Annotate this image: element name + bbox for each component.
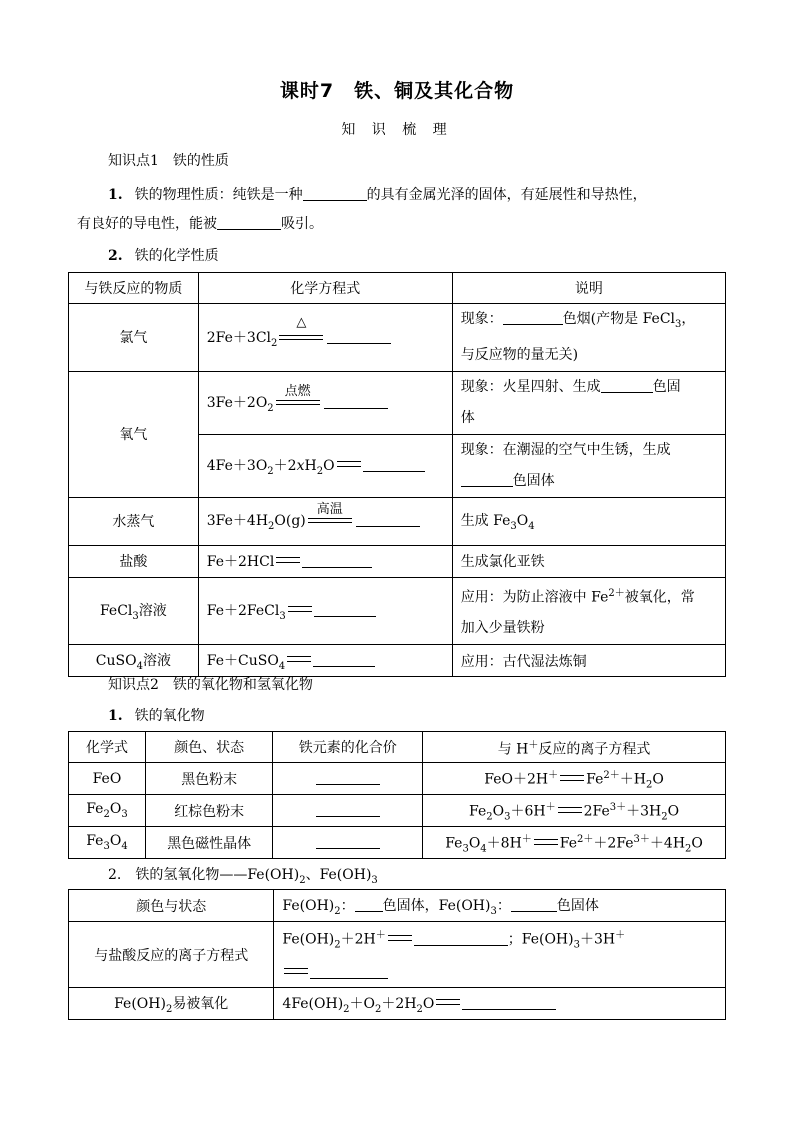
eq-text: 2Fe＋3Cl <box>206 329 272 346</box>
item-number: 1. <box>108 187 123 203</box>
table-row <box>69 890 726 922</box>
note-cell <box>452 371 725 434</box>
equation-cell: FeO＋2H＋ $Fe^{2+}+H_2O$ <box>423 763 726 795</box>
answer-blank[interactable] <box>303 186 367 201</box>
column-header: 颜色、状态 <box>145 732 273 763</box>
iron-reactions-table <box>68 272 726 677</box>
answer-blank[interactable] <box>217 215 281 230</box>
superscript: 2＋ <box>608 587 625 599</box>
cell-text: 色固体 <box>556 897 599 914</box>
table-header-row <box>69 732 726 763</box>
value-cell: $Fe(OH)_2$： 色固体，$Fe(OH)_3$： 色固体 <box>274 890 726 922</box>
eq-text: O(g) <box>274 513 306 530</box>
eq-text: O <box>652 771 664 788</box>
text: 有良好的导电性，能被 <box>77 216 217 232</box>
item-number: 1. <box>108 708 123 724</box>
eq-text: Fe <box>559 835 578 852</box>
table-row <box>69 304 726 372</box>
note-text: 现象：在潮湿的空气中生锈，生成 <box>460 441 671 458</box>
double-line <box>276 400 320 405</box>
substance-cell: 盐酸 <box>69 545 199 577</box>
iron-hydroxides-table <box>68 889 726 1020</box>
valence-cell <box>273 827 423 859</box>
cell-text: ＋O <box>349 996 376 1013</box>
condition-mark <box>276 383 320 410</box>
table-row <box>69 545 726 577</box>
iron-oxides-table <box>68 731 726 859</box>
answer-blank[interactable] <box>462 996 556 1010</box>
eq-text: 3Fe＋4H <box>206 513 269 530</box>
column-header: 化学式 <box>69 732 146 763</box>
note-text: 色固体 <box>512 472 555 489</box>
eq-text: Fe <box>586 771 604 788</box>
substance-text: 溶液 <box>142 653 171 670</box>
double-line <box>308 518 352 523</box>
note-text: 体 <box>460 409 475 426</box>
note-text: 现象：火星四射、生成 <box>460 378 601 395</box>
note-cell <box>452 434 725 497</box>
equation-cell: Fe＋2FeCl$_3$ <box>198 577 452 645</box>
table-row <box>69 497 726 545</box>
equals-sign <box>534 839 558 845</box>
color-cell: 红棕色粉末 <box>145 795 273 827</box>
cell-text: ： <box>496 897 511 914</box>
formula-text: O <box>109 801 122 818</box>
label-text: Fe(OH) <box>114 996 166 1013</box>
answer-blank[interactable] <box>601 379 653 393</box>
row-label: $Fe(OH)_2$易被氧化 <box>69 988 274 1020</box>
item-number: 2. <box>108 248 123 264</box>
eq-text: Fe <box>469 803 487 820</box>
answer-blank[interactable] <box>363 458 425 472</box>
table-row <box>69 577 726 645</box>
answer-blank[interactable] <box>316 771 380 785</box>
cell-text: O <box>422 996 435 1013</box>
eq-text: 3Fe＋2O <box>206 394 268 411</box>
text: 、Fe(OH) <box>305 867 372 883</box>
valence-cell <box>273 763 423 795</box>
cell-text: ： <box>340 897 355 914</box>
substance-cell: FeCl$_3$溶液 <box>69 577 199 645</box>
kp2-item1 <box>108 705 205 725</box>
answer-blank[interactable] <box>461 473 513 487</box>
formula-text: Fe <box>86 801 104 818</box>
formula-cell: FeO <box>69 763 146 795</box>
header-text: 与 H <box>497 741 529 758</box>
cell-text: ＋2H <box>340 931 376 948</box>
substance-cell: CuSO$_4$溶液 <box>69 645 199 677</box>
note-cell: 生成 $Fe_3O_4$ <box>452 497 725 545</box>
color-cell: 黑色磁性晶体 <box>145 827 273 859</box>
eq-text: H <box>304 457 317 474</box>
eq-text: ＋6H <box>510 803 546 820</box>
condition-label: △ <box>296 314 307 330</box>
cell-text: Fe(OH) <box>282 897 335 914</box>
value-cell: $Fe(OH)_2+2H^+$ ；$Fe(OH)_3+3H^+$ <box>274 922 726 988</box>
text: 铁的化学性质 <box>134 248 219 264</box>
substance-text: CuSO <box>95 653 137 670</box>
eq-text: ＋H <box>619 771 646 788</box>
equation-cell <box>198 545 452 577</box>
note-text: O <box>516 513 529 530</box>
equation-cell: Fe＋CuSO$_4$ <box>198 645 452 677</box>
answer-blank[interactable] <box>511 898 557 912</box>
header-text: 反应的离子方程式 <box>538 741 651 758</box>
item-number: 2. <box>108 867 122 883</box>
eq-text: O <box>468 835 481 852</box>
valence-cell <box>273 795 423 827</box>
text: 吸引。 <box>281 216 323 232</box>
note-text: 加入少量铁粉 <box>460 620 545 637</box>
kp2-item2: 2. 铁的氢氧化物$——Fe(OH)_2$、$Fe(OH)_3$ <box>108 867 378 886</box>
equals-sign <box>284 968 308 974</box>
value-cell: $4Fe(OH)_2+O_2+2H_2O$ <box>274 988 726 1020</box>
note-text: ， <box>681 311 696 327</box>
column-header: 与 H＋反应的离子方程式 <box>423 732 726 763</box>
formula-text: O <box>109 833 122 850</box>
knowledge-point-1-label: 知识点1 铁的性质 <box>108 153 229 169</box>
kp1-item1-line2 <box>77 213 323 233</box>
equals-sign <box>388 935 412 941</box>
equals-sign <box>287 656 311 662</box>
note-cell: 生成氯化亚铁 <box>452 545 725 577</box>
knowledge-point-2-label: 知识点2 铁的氧化物和氢氧化物 <box>108 677 313 693</box>
equation-cell: $Fe_2O_3+6H^+$ $2Fe^{3+}+3H_2O$ <box>423 795 726 827</box>
equation-cell: $3Fe+4H_2O(g)$ 高温 <box>198 497 452 545</box>
answer-blank[interactable] <box>414 932 508 946</box>
double-line <box>279 335 323 340</box>
equals-sign <box>276 557 300 563</box>
eq-text: Fe＋CuSO <box>206 653 279 670</box>
kp1-item1-line1 <box>108 184 647 204</box>
note-text: 色烟(产物是 FeCl <box>562 311 676 327</box>
eq-text: 2Fe <box>583 803 610 820</box>
answer-blank[interactable] <box>302 554 372 568</box>
equals-sign <box>558 807 582 813</box>
eq-text: O <box>492 803 505 820</box>
table-row <box>69 922 726 988</box>
condition-label: 高温 <box>316 502 343 518</box>
eq-text: 4Fe＋3O <box>206 457 268 474</box>
cell-text: Fe(OH) <box>282 931 335 948</box>
row-label: 颜色与状态 <box>69 890 274 922</box>
eq-text: ＋2Fe <box>593 835 634 852</box>
note-text: 被氧化，常 <box>624 589 695 606</box>
note-text: 与反应物的量无关) <box>460 346 579 363</box>
substance-cell: 水蒸气 <box>69 497 199 545</box>
kp1-item2 <box>108 245 219 265</box>
answer-blank[interactable] <box>314 603 376 617</box>
substance-text: FeCl <box>99 603 133 620</box>
eq-text: O <box>691 835 703 852</box>
row-label: 与盐酸反应的离子方程式 <box>69 922 274 988</box>
text: 的具有金属光泽的固体，有延展性和导热性， <box>366 187 647 203</box>
answer-blank[interactable] <box>324 395 388 409</box>
eq-text: O <box>323 457 335 474</box>
cell-text: 4Fe(OH) <box>282 996 344 1013</box>
answer-blank[interactable] <box>313 653 375 667</box>
substance-cell: 氧气 <box>69 371 199 497</box>
eq-text: Fe＋2HCl <box>206 554 275 571</box>
equation-cell: $3Fe+2O_2$ 点燃 <box>198 371 452 434</box>
cell-text: ＋2H <box>381 996 417 1013</box>
eq-text: ＋2 <box>273 457 297 474</box>
eq-text: ＋4H <box>649 835 686 852</box>
answer-blank[interactable] <box>355 898 383 912</box>
table-row <box>69 988 726 1020</box>
condition-mark <box>308 502 352 528</box>
eq-text: FeO＋2H <box>484 771 549 788</box>
table-row <box>69 763 726 795</box>
cell-text: 色固体，Fe(OH) <box>382 897 491 914</box>
table-row <box>69 645 726 677</box>
eq-text: ＋8H <box>486 835 522 852</box>
note-cell: 现象： 色烟(产物是 FeCl$_3$， 与反应物的量无关) <box>452 304 725 372</box>
answer-blank[interactable] <box>316 803 380 817</box>
answer-blank[interactable] <box>356 513 420 527</box>
table-row <box>69 795 726 827</box>
condition-label: 点燃 <box>284 383 311 399</box>
note-text: 色固 <box>652 378 681 395</box>
equation-cell: $Fe_3O_4+8H^+$ $Fe^{2+}+2Fe^{3+}+4H_2O$ <box>423 827 726 859</box>
formula-cell: $Fe_3O_4$ <box>69 827 146 859</box>
text: 铁的氢氧化物——Fe(OH) <box>135 867 300 883</box>
formula-text: Fe <box>86 833 104 850</box>
cell-text: ＋3H <box>579 931 616 948</box>
eq-text: Fe <box>445 835 463 852</box>
label-text: 易被氧化 <box>172 996 229 1013</box>
note-text: 应用：为防止溶液中 Fe <box>460 589 609 606</box>
answer-blank[interactable] <box>327 330 391 344</box>
equals-sign <box>288 606 312 612</box>
eq-text: ＋3H <box>626 803 662 820</box>
substance-cell: 氯气 <box>69 304 199 372</box>
eq-text: Fe＋2FeCl <box>206 603 280 620</box>
formula-cell: $Fe_2O_3$ <box>69 795 146 827</box>
condition-mark <box>279 314 323 345</box>
cell-text: ；Fe(OH) <box>507 931 574 948</box>
column-header: 化学方程式 <box>198 273 452 304</box>
text: 铁的氧化物 <box>134 708 205 724</box>
equals-sign <box>560 775 584 781</box>
equation-cell: $2Fe+3Cl_2$ △ <box>198 304 452 372</box>
table-row <box>69 371 726 434</box>
note-cell <box>452 577 725 645</box>
note-cell: 应用：古代湿法炼铜 <box>452 645 725 677</box>
answer-blank[interactable] <box>503 311 563 325</box>
equation-cell: $4Fe+3O_2+2xH_2O$ <box>198 434 452 497</box>
text: 铁的物理性质：纯铁是一种 <box>134 187 303 203</box>
table-row <box>69 827 726 859</box>
column-header: 铁元素的化合价 <box>273 732 423 763</box>
section-heading: 知 识 梳 理 <box>341 122 453 138</box>
color-cell: 黑色粉末 <box>145 763 273 795</box>
equals-sign <box>436 999 460 1005</box>
answer-blank[interactable] <box>310 965 388 979</box>
table-header-row <box>69 273 726 304</box>
column-header: 与铁反应的物质 <box>69 273 199 304</box>
answer-blank[interactable] <box>316 835 380 849</box>
eq-variable: x <box>296 457 305 474</box>
column-header: 说明 <box>452 273 725 304</box>
page-title: 课时7 铁、铜及其化合物 <box>279 80 515 102</box>
eq-text: O <box>667 803 680 820</box>
note-text: 生成 Fe <box>460 513 511 530</box>
note-text: 现象： <box>460 311 503 327</box>
equals-sign <box>337 461 361 467</box>
substance-text: 溶液 <box>138 603 167 620</box>
